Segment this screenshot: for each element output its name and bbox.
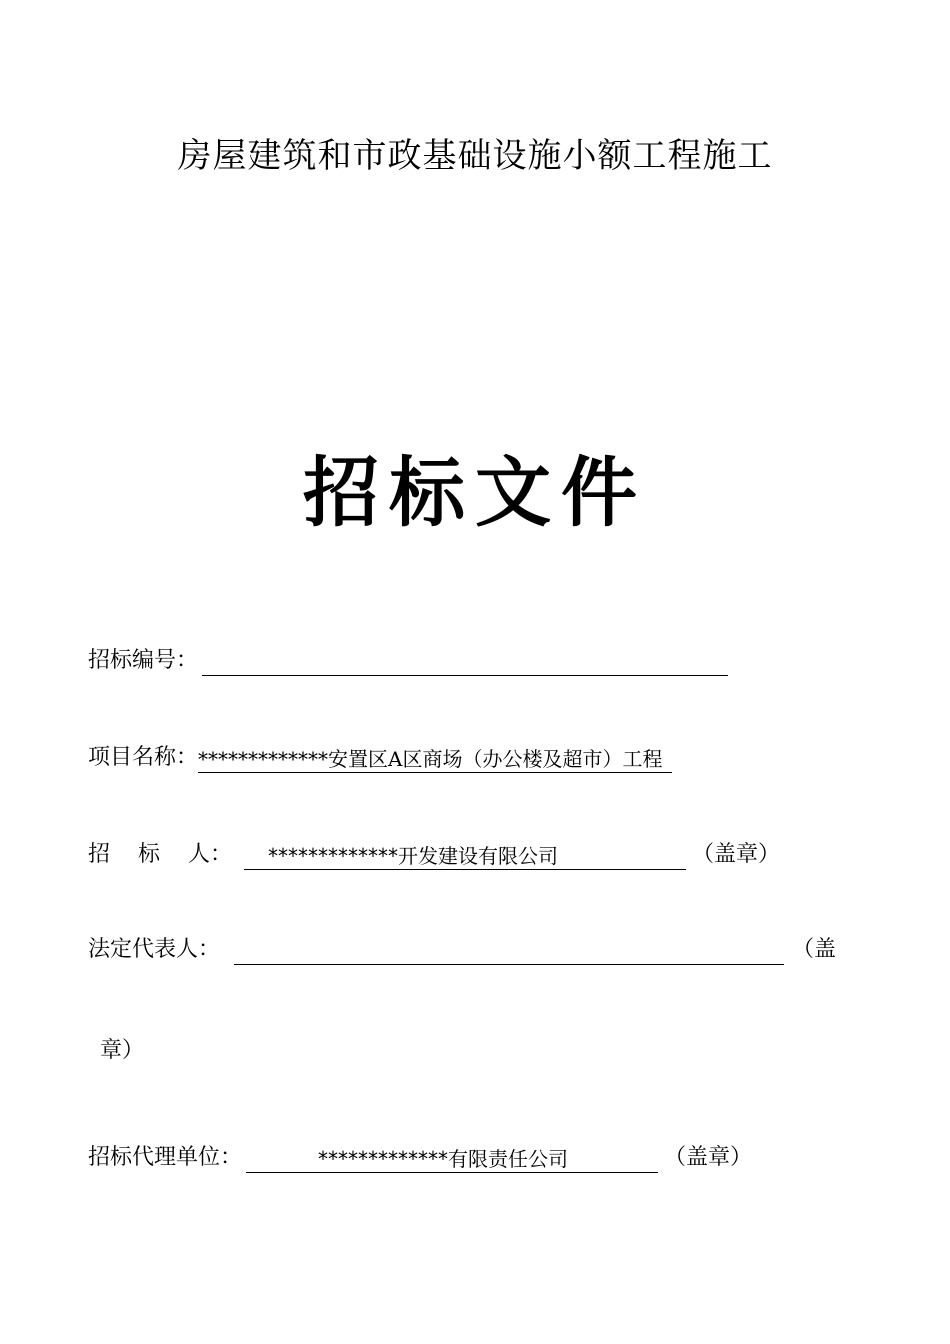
legal-rep-seal: （盖 [792,937,837,962]
tenderer-value: *************开发建设有限公司 [244,843,686,870]
bid-number-label: 招标编号： [88,648,199,673]
agency-field [88,1143,752,1173]
legal-rep-label: 法定代表人： [88,937,221,962]
bid-number-field [88,646,728,676]
document-title: 招标文件 [303,448,647,537]
document-subtitle: 房屋建筑和市政基础设施小额工程施工 [177,136,773,176]
tenderer-seal: （盖章） [691,842,780,867]
agency-label: 招标代理单位： [88,1145,243,1170]
legal-rep-field [88,935,836,965]
project-name-label: 项目名称： [88,745,199,770]
agency-value: *************有限责任公司 [246,1146,658,1173]
agency-seal: （盖章） [664,1145,753,1170]
legal-rep-seal-continued: 章） [100,1038,145,1063]
legal-rep-blank [234,938,784,965]
tenderer-label: 招 标 人： [88,842,232,867]
tenderer-field [88,840,780,870]
project-name-value: *************安置区A区商场（办公楼及超市）工程 [198,746,672,773]
project-name-field [88,743,672,773]
bid-number-blank [202,649,728,676]
